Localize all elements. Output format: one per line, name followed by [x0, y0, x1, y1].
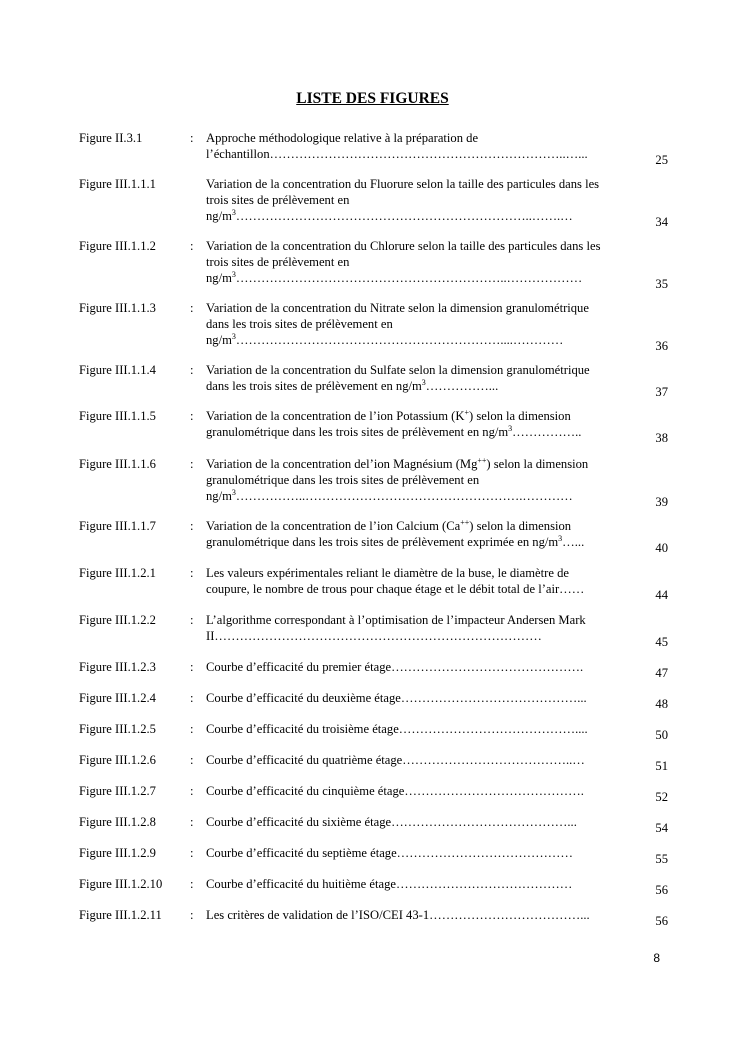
figure-label: Figure III.1.1.6	[79, 457, 156, 471]
figure-label: Figure III.1.1.2	[79, 239, 156, 253]
line-text: ng/m	[206, 271, 232, 285]
description-line	[206, 456, 642, 472]
page-reference: 54	[655, 821, 668, 835]
figure-description	[206, 130, 642, 162]
separator-colon: :	[190, 239, 194, 253]
description-line	[206, 424, 642, 440]
description-line: trois sites de prélèvement en	[206, 193, 350, 207]
separator-colon: :	[190, 722, 194, 736]
figure-description	[206, 907, 642, 923]
line-text: ng/m	[206, 489, 232, 503]
page-reference: 52	[655, 790, 668, 804]
figure-label: Figure III.1.2.7	[79, 784, 156, 798]
figure-label: Figure III.1.2.4	[79, 691, 156, 705]
description-line: Courbe d’efficacité du huitième étage……………………………………	[206, 877, 573, 891]
description-line: Courbe d’efficacité du premier étage……………………………………….	[206, 660, 584, 674]
figure-description	[206, 845, 642, 861]
line-text: Variation de la concentration du Sulfate selon la dimension granulométrique	[206, 363, 590, 377]
description-line: Courbe d’efficacité du cinquième étage…………………………………….	[206, 784, 584, 798]
description-line	[206, 408, 642, 424]
line-text: ………………………………………………………..………………	[235, 271, 583, 285]
page-reference: 25	[655, 153, 668, 167]
line-text: Variation de la concentration de l’ion Potassium (K	[206, 409, 465, 423]
figure-description	[206, 408, 642, 440]
figure-description	[206, 876, 642, 892]
description-line	[206, 332, 642, 348]
description-line	[206, 518, 642, 534]
line-text: granulométrique dans les trois sites de prélèvement en ng/m	[206, 425, 509, 439]
page-number: 8	[653, 951, 660, 965]
figure-description	[206, 612, 642, 644]
description-line: Courbe d’efficacité du quatrième étage…………………………………..…	[206, 753, 585, 767]
page-reference: 34	[655, 215, 668, 229]
page-reference: 45	[655, 635, 668, 649]
figure-label: Figure III.1.2.6	[79, 753, 156, 767]
page-reference: 39	[655, 495, 668, 509]
figure-description	[206, 565, 642, 597]
page-reference: 40	[655, 541, 668, 555]
page-reference: 50	[655, 728, 668, 742]
page-reference: 51	[655, 759, 668, 773]
separator-colon: :	[190, 908, 194, 922]
description-line: l’échantillon……………………………………………………………..…...	[206, 147, 588, 161]
page-reference: 38	[655, 431, 668, 445]
page-reference: 37	[655, 385, 668, 399]
figure-label: Figure III.1.2.9	[79, 846, 156, 860]
description-line: granulométrique dans les trois sites de prélèvement en	[206, 473, 480, 487]
page-reference: 55	[655, 852, 668, 866]
figure-description	[206, 783, 642, 799]
description-line: Approche méthodologique relative à la préparation de	[206, 131, 479, 145]
description-line: Les valeurs expérimentales reliant le diamètre de la buse, le diamètre de	[206, 566, 569, 580]
description-line: coupure, le nombre de trous pour chaque étage et le débit total de l’air……	[206, 582, 585, 596]
description-line: L’algorithme correspondant à l’optimisation de l’impacteur Andersen Mark	[206, 613, 586, 627]
description-line	[206, 208, 642, 224]
description-line: Courbe d’efficacité du sixième étage……………………………………...	[206, 815, 577, 829]
page-reference: 36	[655, 339, 668, 353]
figure-description	[206, 362, 642, 394]
separator-colon: :	[190, 753, 194, 767]
description-line	[206, 378, 642, 394]
line-text: granulométrique dans les trois sites de prélèvement exprimée en ng/m	[206, 535, 559, 549]
figure-description	[206, 814, 642, 830]
line-text: Variation de la concentration del’ion Magnésium (Mg	[206, 457, 478, 471]
separator-colon: :	[190, 457, 194, 471]
line-text: …...	[562, 535, 585, 549]
description-line: Courbe d’efficacité du troisième étage……………………………………....	[206, 722, 588, 736]
line-text: ……………..…………………………………………….…………	[235, 489, 573, 503]
figure-description	[206, 518, 642, 550]
page-reference: 47	[655, 666, 668, 680]
page-reference: 56	[655, 883, 668, 897]
description-line: dans les trois sites de prélèvement en	[206, 317, 393, 331]
figure-label: Figure III.1.1.7	[79, 519, 156, 533]
description-line: Variation de la concentration du Fluorure selon la taille des particules dans les	[206, 177, 600, 191]
description-line: Courbe d’efficacité du septième étage……………………………………	[206, 846, 573, 860]
separator-colon: :	[190, 131, 194, 145]
separator-colon: :	[190, 660, 194, 674]
line-text: ……………..	[512, 425, 582, 439]
line-text: ) selon la dimension	[468, 409, 571, 423]
page-reference: 48	[655, 697, 668, 711]
description-line: II……………………………………………………………………	[206, 629, 542, 643]
separator-colon: :	[190, 519, 194, 533]
line-text: dans les trois sites de prélèvement en ng/m	[206, 379, 422, 393]
figure-label: Figure III.1.2.3	[79, 660, 156, 674]
line-text: Variation de la concentration de l’ion Calcium (Ca	[206, 519, 461, 533]
separator-colon: :	[190, 846, 194, 860]
separator-colon: :	[190, 784, 194, 798]
figure-description	[206, 456, 642, 504]
superscript: +	[464, 408, 469, 417]
figure-description	[206, 300, 642, 348]
page-reference: 35	[655, 277, 668, 291]
separator-colon: :	[190, 363, 194, 377]
figure-label: Figure III.1.2.8	[79, 815, 156, 829]
figure-label: Figure III.1.1.4	[79, 363, 156, 377]
superscript: 3	[231, 488, 236, 497]
line-text: ) selon la dimension	[469, 519, 572, 533]
separator-colon: :	[190, 566, 194, 580]
figure-description	[206, 690, 642, 706]
superscript: 3	[508, 424, 513, 433]
superscript: ++	[460, 518, 470, 527]
description-line: Variation de la concentration du Nitrate selon la dimension granulométrique	[206, 301, 589, 315]
description-line	[206, 534, 642, 550]
description-line	[206, 362, 642, 378]
description-line: Courbe d’efficacité du deuxième étage……………………………………...	[206, 691, 587, 705]
description-line: trois sites de prélèvement en	[206, 255, 350, 269]
superscript: 3	[558, 534, 563, 543]
separator-colon: :	[190, 815, 194, 829]
figure-label: Figure III.1.2.10	[79, 877, 163, 891]
figure-label: Figure III.1.2.11	[79, 908, 162, 922]
superscript: 3	[421, 378, 426, 387]
figure-description	[206, 176, 642, 224]
page-reference: 44	[655, 588, 668, 602]
separator-colon: :	[190, 613, 194, 627]
figure-label: Figure III.1.2.2	[79, 613, 156, 627]
figure-label: Figure III.1.1.5	[79, 409, 156, 423]
page-reference: 56	[655, 914, 668, 928]
line-text: ……………...	[425, 379, 499, 393]
figure-label: Figure III.1.1.1	[79, 177, 156, 191]
superscript: 3	[231, 208, 236, 217]
separator-colon: :	[190, 409, 194, 423]
line-text: ng/m	[206, 333, 232, 347]
description-line	[206, 488, 642, 504]
line-text: ………………………………………………………....…………	[235, 333, 564, 347]
superscript: ++	[477, 456, 487, 465]
figure-label: Figure III.1.2.1	[79, 566, 156, 580]
page-title: LISTE DES FIGURES	[296, 90, 449, 107]
superscript: 3	[231, 270, 236, 279]
line-text: ) selon la dimension	[486, 457, 589, 471]
figure-description	[206, 659, 642, 675]
description-line	[206, 270, 642, 286]
figure-label: Figure II.3.1	[79, 131, 143, 145]
figure-description	[206, 238, 642, 286]
figure-description	[206, 752, 642, 768]
line-text: ……………………………………………………………..…….…	[235, 209, 573, 223]
separator-colon: :	[190, 877, 194, 891]
description-line: Variation de la concentration du Chlorure selon la taille des particules dans les	[206, 239, 601, 253]
superscript: 3	[231, 332, 236, 341]
line-text: ng/m	[206, 209, 232, 223]
separator-colon: :	[190, 301, 194, 315]
figure-description	[206, 721, 642, 737]
figure-label: Figure III.1.1.3	[79, 301, 156, 315]
description-line: Les critères de validation de l’ISO/CEI 43-1………………………………...	[206, 908, 590, 922]
separator-colon: :	[190, 691, 194, 705]
figure-label: Figure III.1.2.5	[79, 722, 156, 736]
